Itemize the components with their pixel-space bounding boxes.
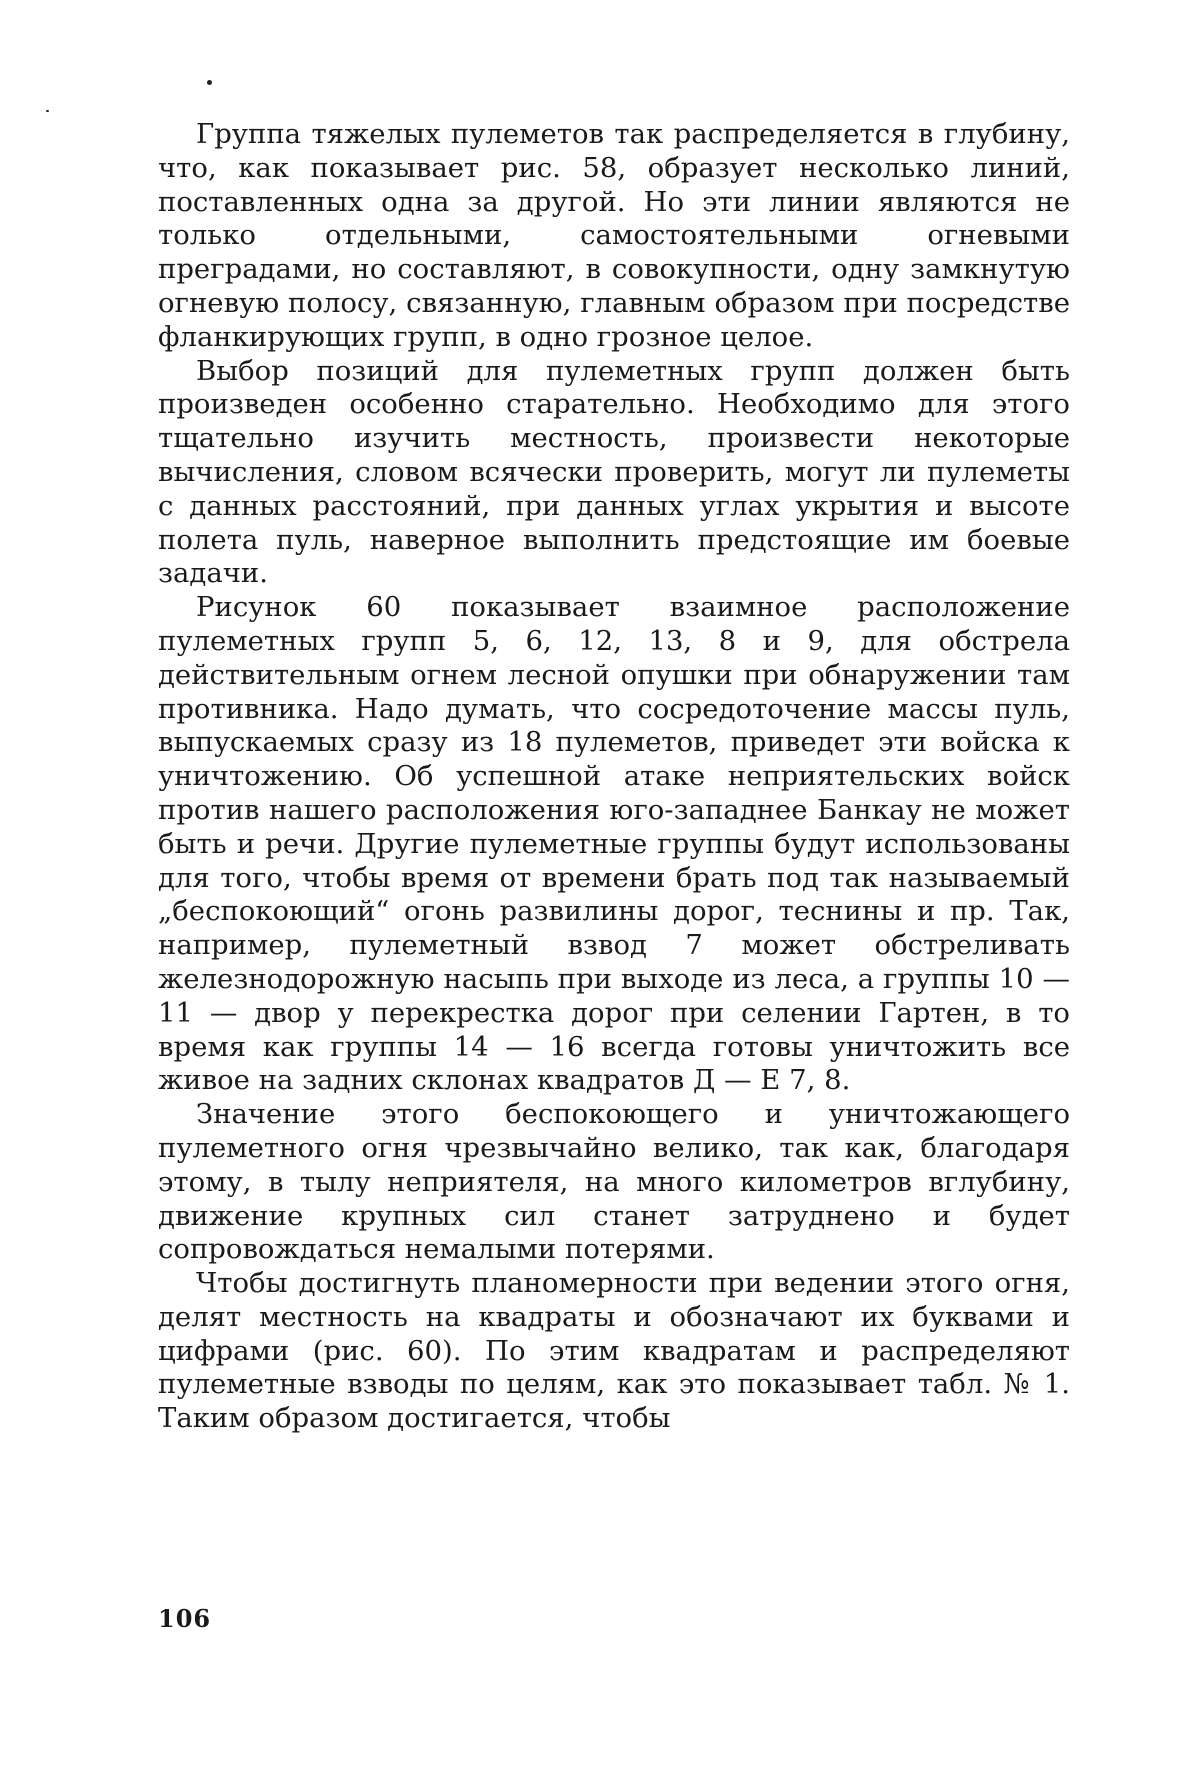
body-text xyxy=(158,118,1070,1436)
paragraph-3: Рисунок 60 показывает взаимное расположение пулеметных групп 5, 6, 12, 13, 8 и 9, для обстрела действительным огнем лесной опушки при обнаружении там противника. Надо думать, что сосредоточение массы пуль, выпускаемых сразу из 18 пулеметов, приведет эти войска к уничтожению. Об успешной атаке неприятельских войск против нашего расположения юго-западнее Банкау не может быть и речи. Другие пулеметные группы будут использованы для того, чтобы время от времени брать под так называемый „беспокоющий“ огонь развилины дорог, теснины и пр. Так, например, пулеметный взвод 7 может обстреливать железнодорожную насыпь при выходе из леса, а группы 10 — 11 — двор у перекрестка дорог при селении Гартен, в то время как группы 14 — 16 всегда готовы уничтожить все живое на задних склонах квадратов Д — Е 7, 8. xyxy=(158,591,1070,1097)
scan-speck xyxy=(207,80,212,85)
paragraph-4: Значение этого беспокоющего и уничтожающего пулеметного огня чрезвычайно велико, так как, благодаря этому, в тылу неприятеля, на много километров вглубину, движение крупных сил станет затруднено и будет сопровождаться немалыми потерями. xyxy=(158,1098,1070,1266)
paragraph-2: Выбор позиций для пулеметных групп должен быть произведен особенно старательно. Необходимо для этого тщательно изучить местность, произвести некоторые вычисления, словом всячески проверить, могут ли пулеметы с данных расстояний, при данных углах укрытия и высоте полета пуль, наверное выполнить предстоящие им боевые задачи. xyxy=(158,354,1070,590)
scan-speck xyxy=(46,110,49,112)
paragraph-1: Группа тяжелых пулеметов так распределяется в глубину, что, как показывает рис. 58, образует несколько линий, поставленных одна за другой. Но эти линии являются не только отдельными, самостоятельными огневыми преградами, но составляют, в совокупности, одну замкнутую огневую полосу, связанную, главным образом при посредстве фланкирующих групп, в одно грозное целое. xyxy=(158,118,1070,353)
paragraph-5: Чтобы достигнуть планомерности при ведении этого огня, делят местность на квадраты и обозначают их буквами и цифрами (рис. 60). По этим квадратам и распределяют пулеметные взводы по целям, как это показывает табл. № 1. Таким образом достигается, чтобы xyxy=(158,1267,1070,1435)
page-number: 106 xyxy=(158,1604,212,1633)
